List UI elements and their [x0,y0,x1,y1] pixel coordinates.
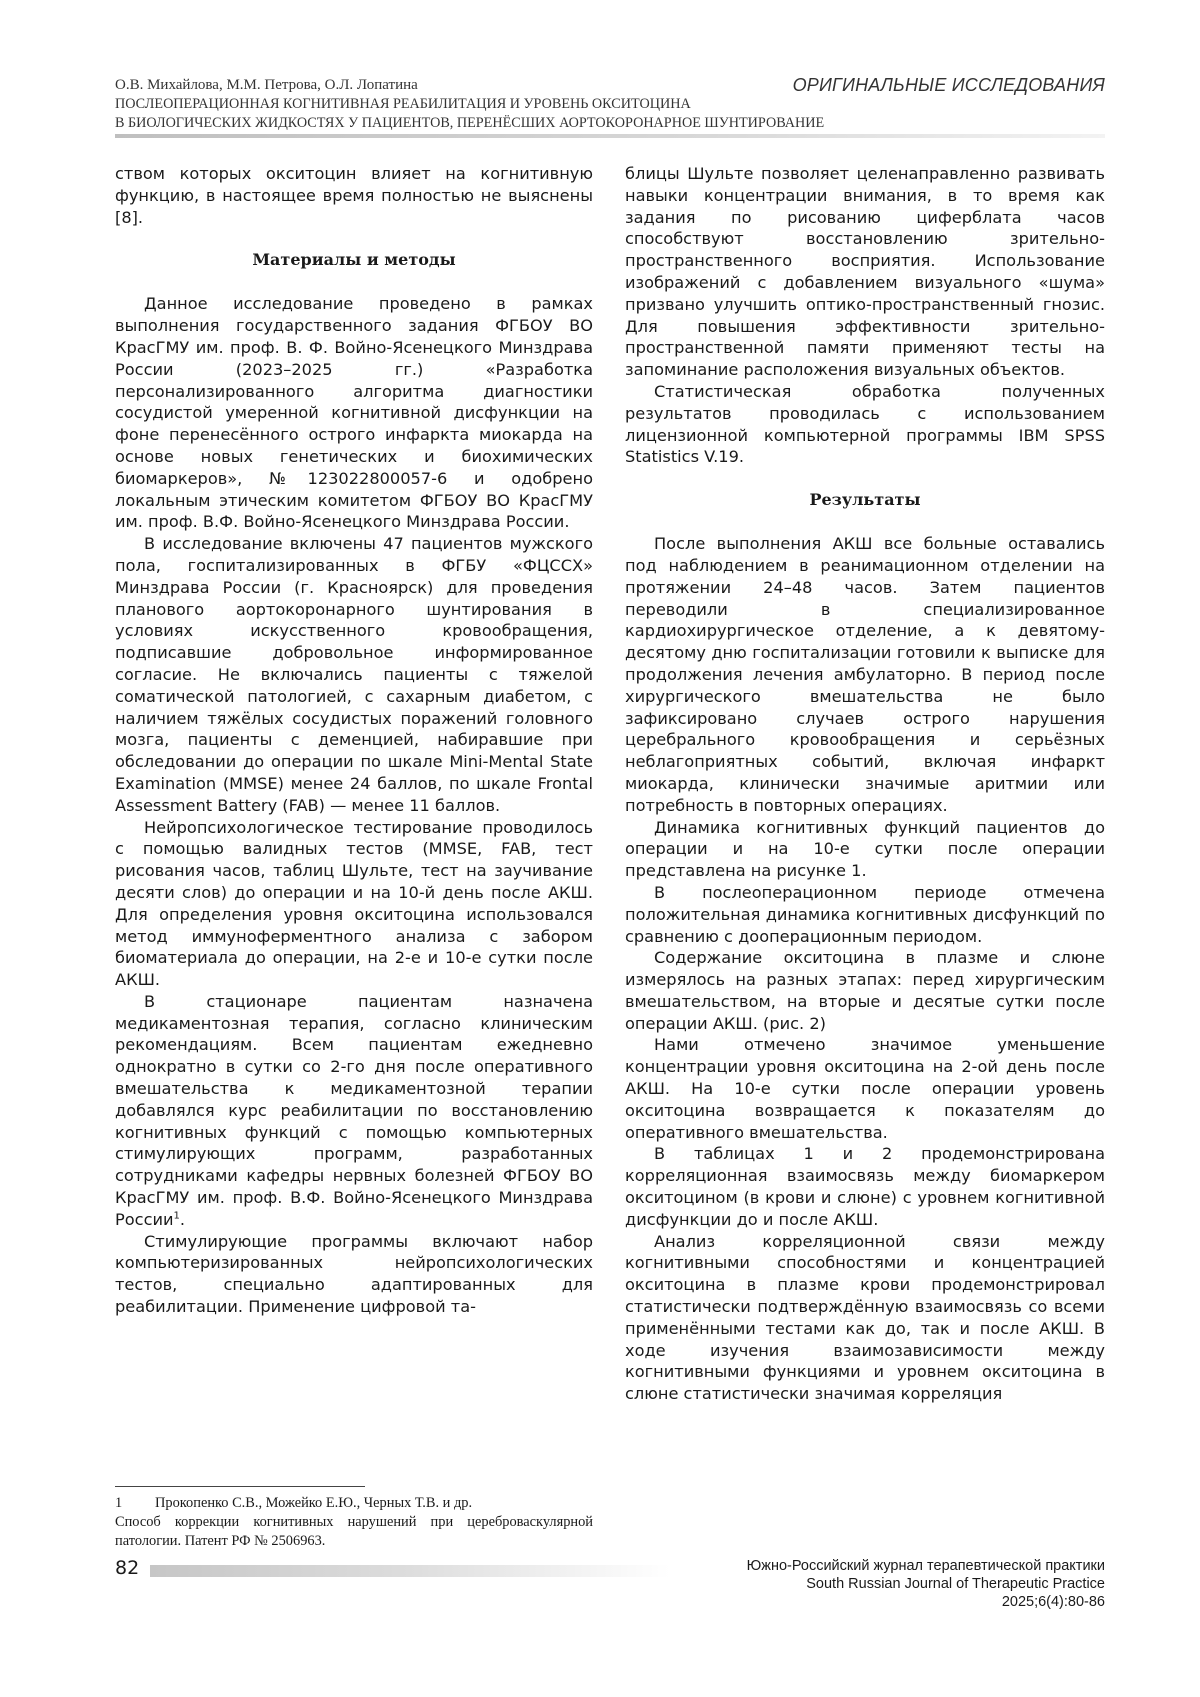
footnote-text: Прокопенко С.В., Можейко Е.Ю., Черных Т.В. и др. [155,1495,473,1511]
footnote-divider [115,1486,365,1487]
left-column [115,163,593,1318]
footnote-ref[interactable]: 1 [173,1210,180,1222]
header-divider [115,134,1105,138]
paragraph: Содержание окситоцина в плазме и слюне измерялось на разных этапах: перед хирургическим вмешательством, на вторые и десятые сутки после операции АКШ. (рис. 2) [625,948,1105,1033]
section-label: ОРИГИНАЛЬНЫЕ ИССЛЕДОВАНИЯ [792,75,1105,95]
page-number: 82 [115,1557,140,1579]
journal-title-ru: Южно-Российский журнал терапевтической практики [746,1558,1105,1574]
paragraph: Анализ корреляционной связи между когнитивными способностями и концентрацией окситоцина в плазме крови продемонстрировал статистически подтверждённую взаимосвязь со всеми применёнными тестами как до, так и после АКШ. В ходе изучения взаимозависимости между когнитивными функциями и уровнем окситоцина в слюне статистически значимая корреляция [625,1231,1105,1404]
paragraph: В таблицах 1 и 2 продемонстрирована корреляционная взаимосвязь между биомаркером окситоцином (в крови и слюне) с уровнем когнитивной дисфункции до и после АКШ. [625,1144,1105,1229]
paragraph-text: В стационаре пациентам назначена медикаментозная терапия, согласно клиническим рекомендациям. Всем пациентам ежедневно однократно в сутки со 2-го дня после оперативного вмешательства к медикаментозной терапии добавлялся курс реабилитации по восстановлению когнитивных функций с помощью компьютерных стимулирующих программ, разработанных сотрудниками кафедры нервных болезней ФГБОУ ВО КрасГМУ им. проф. В.Ф. Войно-Ясенецкого Минздрава России [115,991,593,1229]
header-authors: О.В. Михайлова, М.М. Петрова, О.Л. Лопатина [115,77,418,93]
paragraph: Данное исследование проведено в рамках выполнения государственного задания ФГБОУ ВО КрасГМУ им. проф. В. Ф. Войно-Ясенецкого Минздрава России (2023–2025 гг.) «Разработка персонализированного алгоритма диагностики сосудистой умеренной когнитивной дисфункции на фоне перенесённого острого инфаркта миокарда на основе новых генетических и биохимических биомаркеров», №123022800057-6 и одобрено локальным этическим комитетом ФГБОУ ВО КрасГМУ им. проф. В.Ф. Войно-Ясенецкого Минздрава России. [115,294,593,532]
paragraph: После выполнения АКШ все больные оставались под наблюдением в реанимационном отделении на протяжении 24–48 часов. Затем пациентов переводили в специализированное кардиохирургическое отделение, а к девятому-десятому дню госпитализации готовили к выписке для продолжения лечения амбулаторно. В период после хирургического вмешательства не было зафиксировано случаев острого нарушения церебрального кровообращения и серьёзных неблагоприятных событий, включая инфаркт миокарда, клинически значимые аритмии или потребность в повторных операциях. [625,534,1105,815]
header-title-line-2: В БИОЛОГИЧЕСКИХ ЖИДКОСТЯХ У ПАЦИЕНТОВ, ПЕРЕНЁСШИХ АОРТОКОРОНАРНОЕ ШУНТИРОВАНИЕ [115,115,825,131]
paragraph: Нейропсихологическое тестирование проводилось с помощью валидных тестов (MMSE, FAB, тест рисования часов, таблиц Шульте, тест на заучивание десяти слов) до операции и на 10-й день после АКШ. Для определения уровня окситоцина использовался метод иммуноферментного анализа с забором биоматериала до операции, на 2-е и 10-е сутки после АКШ. [115,817,593,990]
paragraph: Нами отмечено значимое уменьшение концентрации уровня окситоцина на 2-ой день после АКШ. На 10-е сутки после операции уровень окситоцина возвращается к показателям до оперативного вмешательства. [625,1035,1105,1142]
footer-decoration [150,1565,670,1577]
footnote-text-continued: Способ коррекции когнитивных нарушений при цереброваскулярной патологии. Патент РФ № 2506963. [115,1514,593,1549]
paragraph: Динамика когнитивных функций пациентов до операции и на 10-е сутки после операции представлена на рисунке 1. [625,817,1105,881]
header-title-line-1: ПОСЛЕОПЕРАЦИОННАЯ КОГНИТИВНАЯ РЕАБИЛИТАЦИЯ И УРОВЕНЬ ОКСИТОЦИНА [115,96,691,112]
journal-title-en: South Russian Journal of Therapeutic Practice [806,1576,1105,1592]
footnote [115,1494,593,1551]
section-heading-methods: Материалы и методы [252,250,456,270]
paragraph: В послеоперационном периоде отмечена положительная динамика когнитивных дисфункций по сравнению с дооперационным периодом. [625,882,1105,946]
footnote-number: 1 [115,1495,123,1511]
journal-info [747,1557,1105,1611]
paragraph: блицы Шульте позволяет целенаправленно развивать навыки концентрации внимания, в то время как задания по рисованию циферблата часов способствуют восстановлению зрительно-пространственного восприятия. Использование изображений с добавлением визуального «шума» призвано улучшить оптико-пространственный гнозис. Для повышения эффективности зрительно-пространственной памяти применяют тесты на запоминание расположения визуальных объектов. [625,164,1105,380]
paragraph [115,991,593,1231]
paragraph: ством которых окситоцин влияет на когнитивную функцию, в настоящее время полностью не выяснены [8]. [115,164,593,227]
paragraph: В исследование включены 47 пациентов мужского пола, госпитализированных в ФГБУ «ФЦССХ» Минздрава России (г. Красноярск) для проведения планового аортокоронарного шунтирования в условиях искусственного кровообращения, подписавшие добровольное информированное согласие. Не включались пациенты с тяжелой соматической патологией, с сахарным диабетом, с наличием тяжёлых сосудистых поражений головного мозга, пациенты с деменцией, набиравшие при обследовании до операции по шкале Mini-Mental State Examination (MMSE) менее 24 баллов, по шкале Frontal Assessment Battery (FAB) — менее 11 баллов. [115,534,593,815]
paragraph: Статистическая обработка полученных результатов проводилась с использованием лицензионной компьютерной программы IBM SPSS Statistics V.19. [625,381,1105,467]
paragraph-text-end: . [179,1209,186,1229]
running-header [115,76,1105,136]
paragraph: Стимулирующие программы включают набор компьютеризированных нейропсихологических тестов, специально адаптированных для реабилитации. Применение цифровой та- [115,1231,593,1317]
section-heading-results: Результаты [809,490,921,510]
right-column [625,163,1105,1405]
journal-citation: 2025;6(4):80-86 [1001,1594,1105,1610]
